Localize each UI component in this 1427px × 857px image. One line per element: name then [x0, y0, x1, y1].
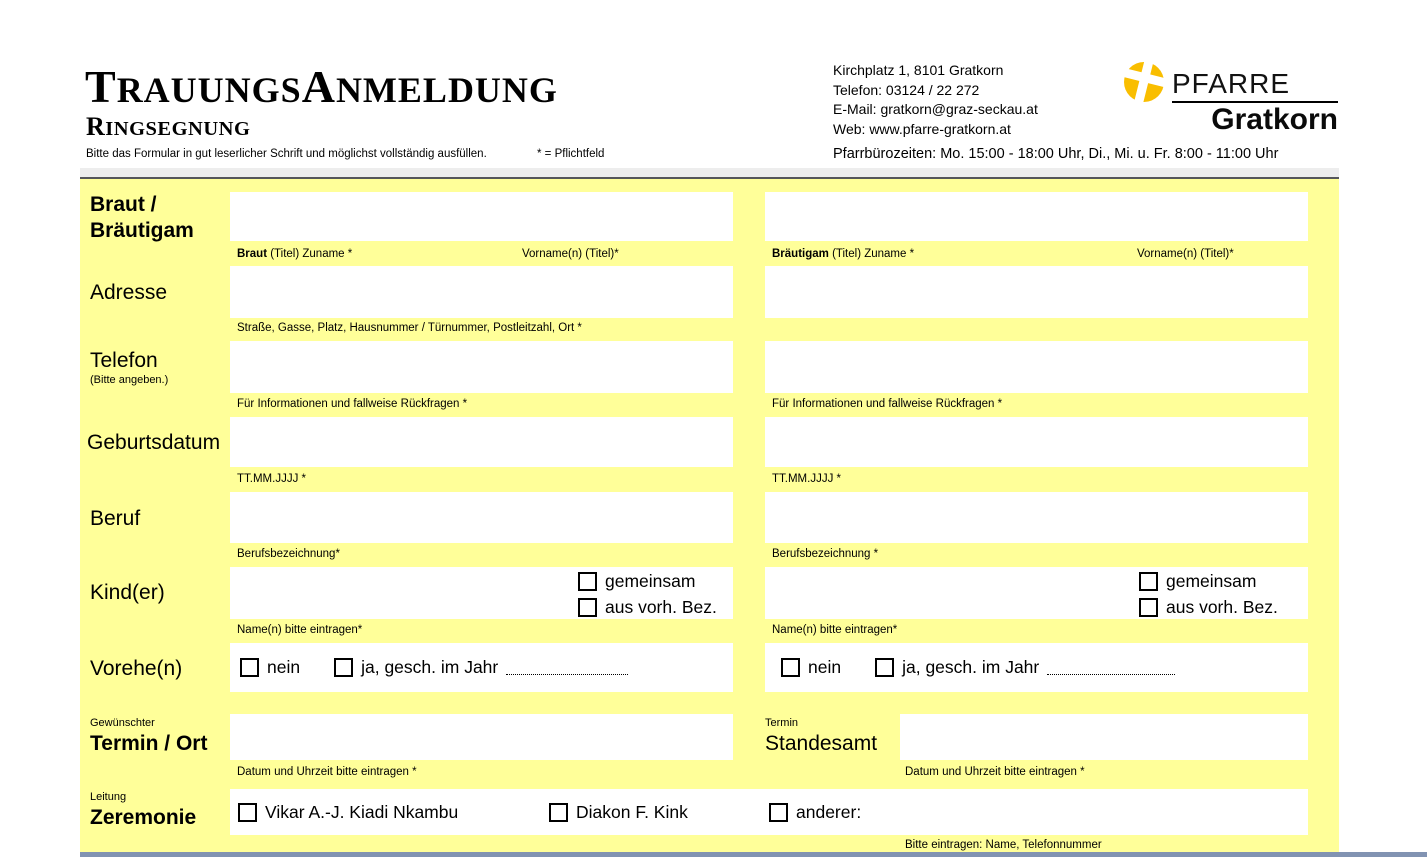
page-subtitle: RINGSEGNUNG	[86, 112, 251, 141]
header-divider	[80, 168, 1339, 179]
row-label-braut-braeutigam: Braut / Bräutigam	[90, 193, 194, 243]
checkbox-option-ja[interactable]	[334, 657, 628, 678]
row-label-vorehe: Vorehe(n)	[90, 657, 183, 680]
checkbox-label: ja, gesch. im Jahr	[361, 657, 499, 677]
row-label-telefon: Telefon	[90, 349, 158, 372]
geburtsdatum-caption-left: TT.MM.JJJJ *	[237, 473, 306, 485]
checkbox-icon[interactable]	[1139, 572, 1158, 591]
zeremonie-sublabel: Leitung	[90, 791, 127, 803]
termin-ort-caption: Datum und Uhrzeit bitte eintragen *	[237, 766, 417, 778]
kinder-caption-right: Name(n) bitte eintragen*	[772, 624, 898, 636]
checkbox-label: ja, gesch. im Jahr	[902, 657, 1040, 677]
checkbox-icon[interactable]	[578, 572, 597, 591]
checkbox-icon[interactable]	[549, 803, 568, 822]
checkbox-option-nein[interactable]	[240, 657, 300, 678]
telefon-braeutigam-field[interactable]	[765, 341, 1308, 393]
page-title: TRAUUNGSANMELDUNG	[85, 61, 558, 112]
telefon-braut-field[interactable]	[230, 341, 733, 393]
checkbox-icon[interactable]	[578, 598, 597, 617]
office-hours: Pfarrbürozeiten: Mo. 15:00 - 18:00 Uhr, Di., Mi. u. Fr. 8:00 - 11:00 Uhr	[833, 146, 1279, 162]
footer-bar	[80, 852, 1427, 857]
checkbox-icon[interactable]	[769, 803, 788, 822]
standesamt-caption: Datum und Uhrzeit bitte eintragen *	[905, 766, 1085, 778]
standesamt-termin-field[interactable]	[900, 714, 1308, 760]
braeutigam-vorname-caption: Vorname(n) (Titel)*	[1137, 248, 1234, 260]
logo-org-text: PFARRE	[1172, 68, 1291, 99]
checkbox-option-nein[interactable]	[781, 657, 841, 678]
vorehe-braut-field[interactable]	[230, 643, 733, 692]
termin-sublabel: Gewünschter	[90, 717, 155, 729]
checkbox-icon[interactable]	[781, 658, 800, 677]
row-label-adresse: Adresse	[90, 281, 168, 304]
checkbox-option-vorh-bez[interactable]	[1139, 597, 1278, 618]
zeremonie-field[interactable]	[230, 789, 1308, 835]
braut-vorname-caption: Vorname(n) (Titel)*	[522, 248, 619, 260]
contact-email: E-Mail: gratkorn@graz-seckau.at	[833, 101, 1038, 117]
kinder-options-left	[578, 571, 717, 618]
checkbox-label: nein	[267, 657, 301, 677]
vorehe-braeutigam-field[interactable]	[765, 643, 1308, 692]
beruf-braeutigam-field[interactable]	[765, 492, 1308, 543]
beruf-braut-field[interactable]	[230, 492, 733, 543]
row-label-standesamt: Standesamt	[765, 732, 878, 755]
checkbox-label: aus vorh. Bez.	[605, 597, 717, 617]
braut-zuname-caption: Braut (Titel) Zuname *	[237, 248, 353, 260]
checkbox-label: aus vorh. Bez.	[1166, 597, 1278, 617]
braeutigam-zuname-caption: Bräutigam (Titel) Zuname *	[772, 248, 915, 260]
geburtsdatum-caption-right: TT.MM.JJJJ *	[772, 473, 841, 485]
telefon-caption-right: Für Informationen und fallweise Rückfragen *	[772, 398, 1003, 410]
checkbox-option-diakon[interactable]	[549, 802, 769, 823]
beruf-caption-left: Berufsbezeichnung*	[237, 548, 340, 560]
contact-address: Kirchplatz 1, 8101 Gratkorn	[833, 62, 1004, 78]
zeremonie-caption: Bitte eintragen: Name, Telefonnummer	[905, 839, 1102, 851]
row-label-beruf: Beruf	[90, 507, 141, 530]
checkbox-label: anderer:	[796, 801, 862, 822]
termin-ort-field[interactable]	[230, 714, 733, 760]
kinder-options-right	[1139, 571, 1278, 618]
year-entry-line[interactable]	[506, 661, 628, 675]
checkbox-icon[interactable]	[240, 658, 259, 677]
parish-logo-icon	[1122, 60, 1168, 108]
braeutigam-name-field[interactable]	[765, 192, 1308, 241]
logo-parish-name: Gratkorn	[1211, 103, 1338, 136]
checkbox-label: nein	[808, 657, 842, 677]
checkbox-icon[interactable]	[875, 658, 894, 677]
beruf-caption-right: Berufsbezeichnung *	[772, 548, 879, 560]
contact-web: Web: www.pfarre-gratkorn.at	[833, 120, 1011, 137]
standesamt-sublabel: Termin	[765, 717, 799, 729]
checkbox-icon[interactable]	[334, 658, 353, 677]
row-label-kinder: Kind(er)	[90, 581, 165, 604]
checkbox-option-vikar[interactable]	[238, 802, 549, 823]
checkbox-option-gemeinsam[interactable]	[1139, 571, 1278, 592]
year-entry-line[interactable]	[1047, 661, 1175, 675]
required-field-note: * = Pflichtfeld	[537, 148, 605, 160]
braut-name-field[interactable]	[230, 192, 733, 241]
adresse-braeutigam-field[interactable]	[765, 266, 1308, 318]
telefon-caption-left: Für Informationen und fallweise Rückfragen *	[237, 398, 468, 410]
geburtsdatum-braut-field[interactable]	[230, 417, 733, 467]
geburtsdatum-braeutigam-field[interactable]	[765, 417, 1308, 467]
checkbox-icon[interactable]	[238, 803, 257, 822]
adresse-braut-field[interactable]	[230, 266, 733, 318]
row-label-termin-ort: Termin / Ort	[90, 732, 208, 755]
checkbox-option-anderer[interactable]	[769, 802, 861, 823]
checkbox-label: Vikar A.-J. Kiadi Nkambu	[265, 801, 459, 822]
checkbox-label: gemeinsam	[1166, 571, 1257, 591]
checkbox-icon[interactable]	[1139, 598, 1158, 617]
telefon-sublabel: (Bitte angeben.)	[90, 374, 169, 386]
checkbox-option-ja[interactable]	[875, 657, 1175, 678]
adresse-caption: Straße, Gasse, Platz, Hausnummer / Türnummer, Postleitzahl, Ort *	[237, 322, 582, 334]
row-label-geburtsdatum: Geburtsdatum	[87, 431, 221, 454]
checkbox-option-gemeinsam[interactable]	[578, 571, 717, 592]
fill-instruction: Bitte das Formular in gut leserlicher Schrift und möglichst vollständig ausfüllen.	[86, 148, 487, 160]
row-label-zeremonie: Zeremonie	[90, 806, 197, 829]
kinder-caption-left: Name(n) bitte eintragen*	[237, 624, 363, 636]
parish-contact-block	[833, 61, 1038, 139]
checkbox-label: Diakon F. Kink	[576, 801, 688, 822]
checkbox-label: gemeinsam	[605, 571, 696, 591]
checkbox-option-vorh-bez[interactable]	[578, 597, 717, 618]
contact-phone: Telefon: 03124 / 22 272	[833, 81, 980, 98]
